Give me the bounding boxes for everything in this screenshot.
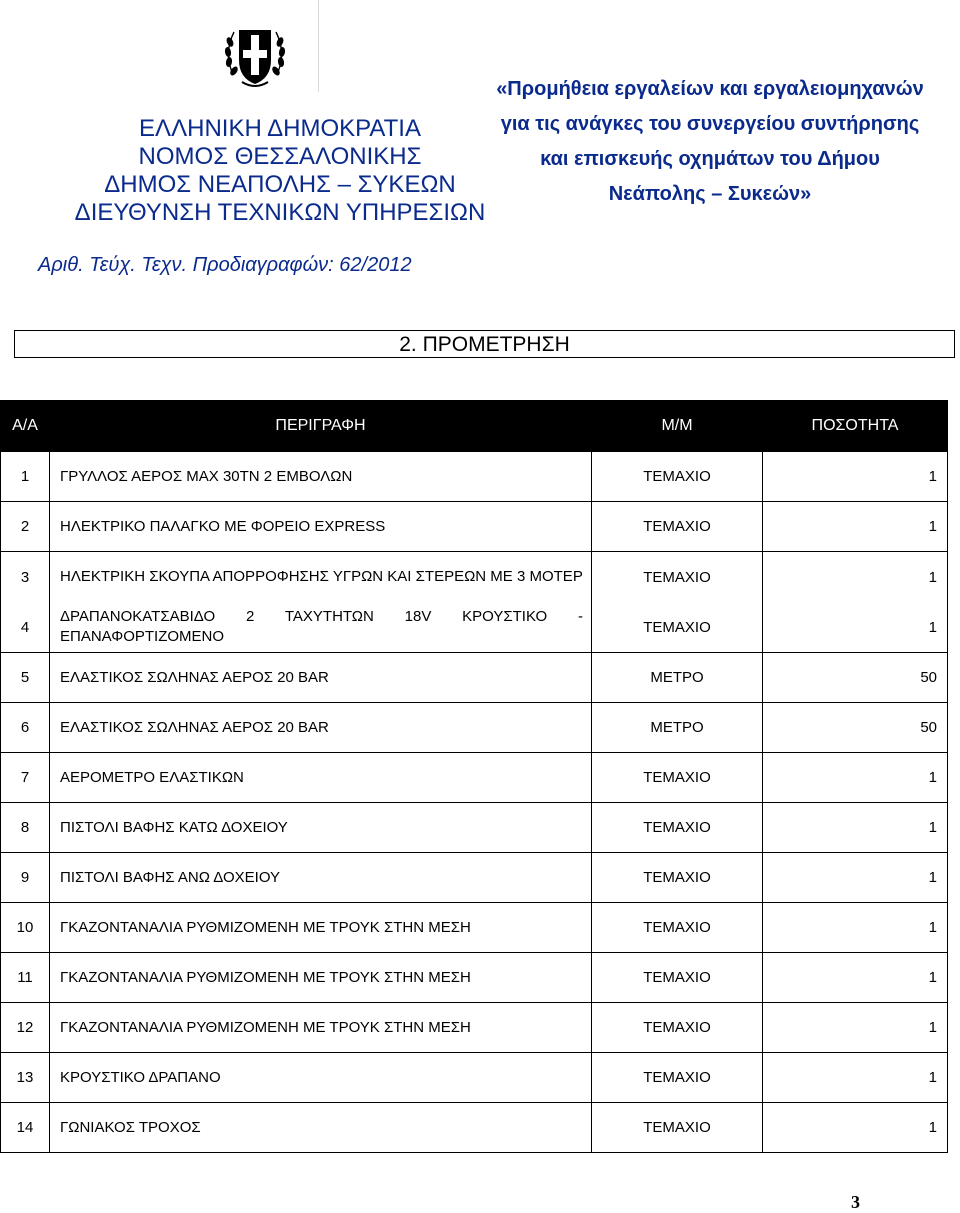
title-line: για τις ανάγκες του συνεργείου συντήρησης xyxy=(500,113,920,135)
document-title xyxy=(460,72,960,212)
table-row xyxy=(1,1103,948,1153)
table-row xyxy=(1,703,948,753)
row-unit: ΤΕΜΑΧΙΟ xyxy=(592,1053,763,1103)
table-row xyxy=(1,452,948,502)
row-number: 2 xyxy=(1,502,50,552)
authority-line: ΝΟΜΟΣ ΘΕΣΣΑΛΟΝΙΚΗΣ xyxy=(138,143,422,170)
row-description: ΔΡΑΠΑΝΟΚΑΤΣΑΒΙΔΟ 2 ΤΑΧΥΤΗΤΩΝ 18V ΚΡΟΥΣΤΙΚΟ - ΕΠΑΝΑΦΟΡΤΙΖΟΜΕΝΟ xyxy=(60,608,583,645)
row-quantity: 1 xyxy=(763,1103,948,1153)
row-description: ΚΡΟΥΣΤΙΚΟ ΔΡΑΠΑΝΟ xyxy=(50,1053,592,1103)
table-row xyxy=(1,753,948,803)
row-description: ΠΙΣΤΟΛΙ ΒΑΦΗΣ ΚΑΤΩ ΔΟΧΕΙΟΥ xyxy=(50,803,592,853)
row-number: 12 xyxy=(1,1003,50,1053)
row-quantity: 1 xyxy=(763,853,948,903)
row-number: 9 xyxy=(1,853,50,903)
row-unit: ΜΕΤΡΟ xyxy=(592,653,763,703)
row-quantity: 50 xyxy=(763,653,948,703)
row-number: 7 xyxy=(1,753,50,803)
row-description: ΕΛΑΣΤΙΚΟΣ ΣΩΛΗΝΑΣ ΑΕΡΟΣ 20 BAR xyxy=(50,703,592,753)
table-row xyxy=(1,803,948,853)
title-line: «Προμήθεια εργαλείων και εργαλειομηχανών xyxy=(496,78,924,100)
row-unit: ΤΕΜΑΧΙΟ xyxy=(592,903,763,953)
table-row xyxy=(1,903,948,953)
section-title: 2. ΠΡΟΜΕΤΡΗΣΗ xyxy=(14,330,955,358)
table-row xyxy=(1,953,948,1003)
row-unit: ΤΕΜΑΧΙΟ xyxy=(592,1103,763,1153)
row-number: 11 xyxy=(1,953,50,1003)
row-quantity: 1 xyxy=(763,452,948,502)
column-header-description: ΠΕΡΙΓΡΑΦΗ xyxy=(50,401,592,452)
row-unit: ΤΕΜΑΧΙΟ xyxy=(592,1003,763,1053)
row-unit: ΤΕΜΑΧΙΟ xyxy=(592,452,763,502)
row-number: 14 xyxy=(1,1103,50,1153)
row-description: ΓΡΥΛΛΟΣ ΑΕΡΟΣ MAX 30TN 2 ΕΜΒΟΛΩΝ xyxy=(50,452,592,502)
row-quantity: 1 xyxy=(763,753,948,803)
row-description: ΗΛΕΚΤΡΙΚΟ ΠΑΛΑΓΚΟ ΜΕ ΦΟΡΕΙΟ EXPRESS xyxy=(50,502,592,552)
row-description: ΓΩΝΙΑΚΟΣ ΤΡΟΧΟΣ xyxy=(50,1103,592,1153)
row-description: ΗΛΕΚΤΡΙΚΗ ΣΚΟΥΠΑ ΑΠΟΡΡΟΦΗΣΗΣ ΥΓΡΩΝ ΚΑΙ ΣΤΕΡΕΩΝ ΜΕ 3 ΜΟΤΕΡ xyxy=(60,568,583,585)
row-unit: ΤΕΜΑΧΙΟ xyxy=(643,618,711,636)
authority-line: ΔΙΕΥΘΥΝΣΗ ΤΕΧΝΙΚΩΝ ΥΠΗΡΕΣΙΩΝ xyxy=(74,199,486,226)
row-quantity: 1 xyxy=(763,953,948,1003)
table-row xyxy=(1,502,948,552)
row-description: ΓΚΑΖΟΝΤΑΝΑΛΙΑ ΡΥΘΜΙΖΟΜΕΝΗ ΜΕ ΤΡΟΥΚ ΣΤΗΝ ΜΕΣΗ xyxy=(50,903,592,953)
column-header-unit: Μ/Μ xyxy=(592,401,763,452)
authority-line: ΔΗΜΟΣ ΝΕΑΠΟΛΗΣ – ΣΥΚΕΩΝ xyxy=(104,171,456,198)
row-number: 10 xyxy=(1,903,50,953)
row-description: ΠΙΣΤΟΛΙ ΒΑΦΗΣ ΑΝΩ ΔΟΧΕΙΟΥ xyxy=(50,853,592,903)
row-number: 8 xyxy=(1,803,50,853)
row-quantity: 1 xyxy=(928,618,937,636)
coat-of-arms-icon xyxy=(222,22,288,90)
row-unit: ΤΕΜΑΧΙΟ xyxy=(592,803,763,853)
row-description: ΕΛΑΣΤΙΚΟΣ ΣΩΛΗΝΑΣ ΑΕΡΟΣ 20 BAR xyxy=(50,653,592,703)
row-quantity: 1 xyxy=(928,568,937,586)
column-header-no: Α/Α xyxy=(1,401,50,452)
quantities-table xyxy=(0,400,948,1153)
row-unit: ΤΕΜΑΧΙΟ xyxy=(592,502,763,552)
row-description: ΓΚΑΖΟΝΤΑΝΑΛΙΑ ΡΥΘΜΙΖΟΜΕΝΗ ΜΕ ΤΡΟΥΚ ΣΤΗΝ ΜΕΣΗ xyxy=(50,953,592,1003)
row-number: 13 xyxy=(1,1053,50,1103)
row-quantity: 1 xyxy=(763,903,948,953)
page-number: 3 xyxy=(851,1192,860,1212)
table-row xyxy=(1,1003,948,1053)
row-number: 5 xyxy=(1,653,50,703)
row-unit: ΤΕΜΑΧΙΟ xyxy=(592,753,763,803)
row-quantity: 1 xyxy=(763,502,948,552)
row-unit: ΤΕΜΑΧΙΟ xyxy=(592,953,763,1003)
table-row xyxy=(1,853,948,903)
row-unit: ΤΕΜΑΧΙΟ xyxy=(643,568,711,586)
title-line: και επισκευής οχημάτων του Δήμου xyxy=(540,148,880,170)
row-number: 1 xyxy=(1,452,50,502)
row-description: ΓΚΑΖΟΝΤΑΝΑΛΙΑ ΡΥΘΜΙΖΟΜΕΝΗ ΜΕ ΤΡΟΥΚ ΣΤΗΝ ΜΕΣΗ xyxy=(50,1003,592,1053)
table-row-merged xyxy=(1,552,948,653)
row-number: 6 xyxy=(1,703,50,753)
column-header-quantity: ΠΟΣΟΤΗΤΑ xyxy=(763,401,948,452)
row-quantity: 1 xyxy=(763,1053,948,1103)
row-quantity: 50 xyxy=(763,703,948,753)
row-unit: ΤΕΜΑΧΙΟ xyxy=(592,853,763,903)
row-quantity: 1 xyxy=(763,803,948,853)
row-number: 3 xyxy=(20,568,30,586)
authority-line: ΕΛΛΗΝΙΚΗ ΔΗΜΟΚΡΑΤΙΑ xyxy=(139,115,421,142)
row-quantity: 1 xyxy=(763,1003,948,1053)
row-unit: ΜΕΤΡΟ xyxy=(592,703,763,753)
row-number: 4 xyxy=(20,618,30,636)
row-description: ΑΕΡΟΜΕΤΡΟ ΕΛΑΣΤΙΚΩΝ xyxy=(50,753,592,803)
table-header-row xyxy=(1,401,948,452)
title-line: Νεάπολης – Συκεών» xyxy=(608,183,812,205)
header-divider xyxy=(318,0,319,92)
table-row xyxy=(1,1053,948,1103)
table-row xyxy=(1,653,948,703)
spec-number: Αριθ. Τεύχ. Τεχν. Προδιαγραφών: 62/2012 xyxy=(38,254,412,276)
